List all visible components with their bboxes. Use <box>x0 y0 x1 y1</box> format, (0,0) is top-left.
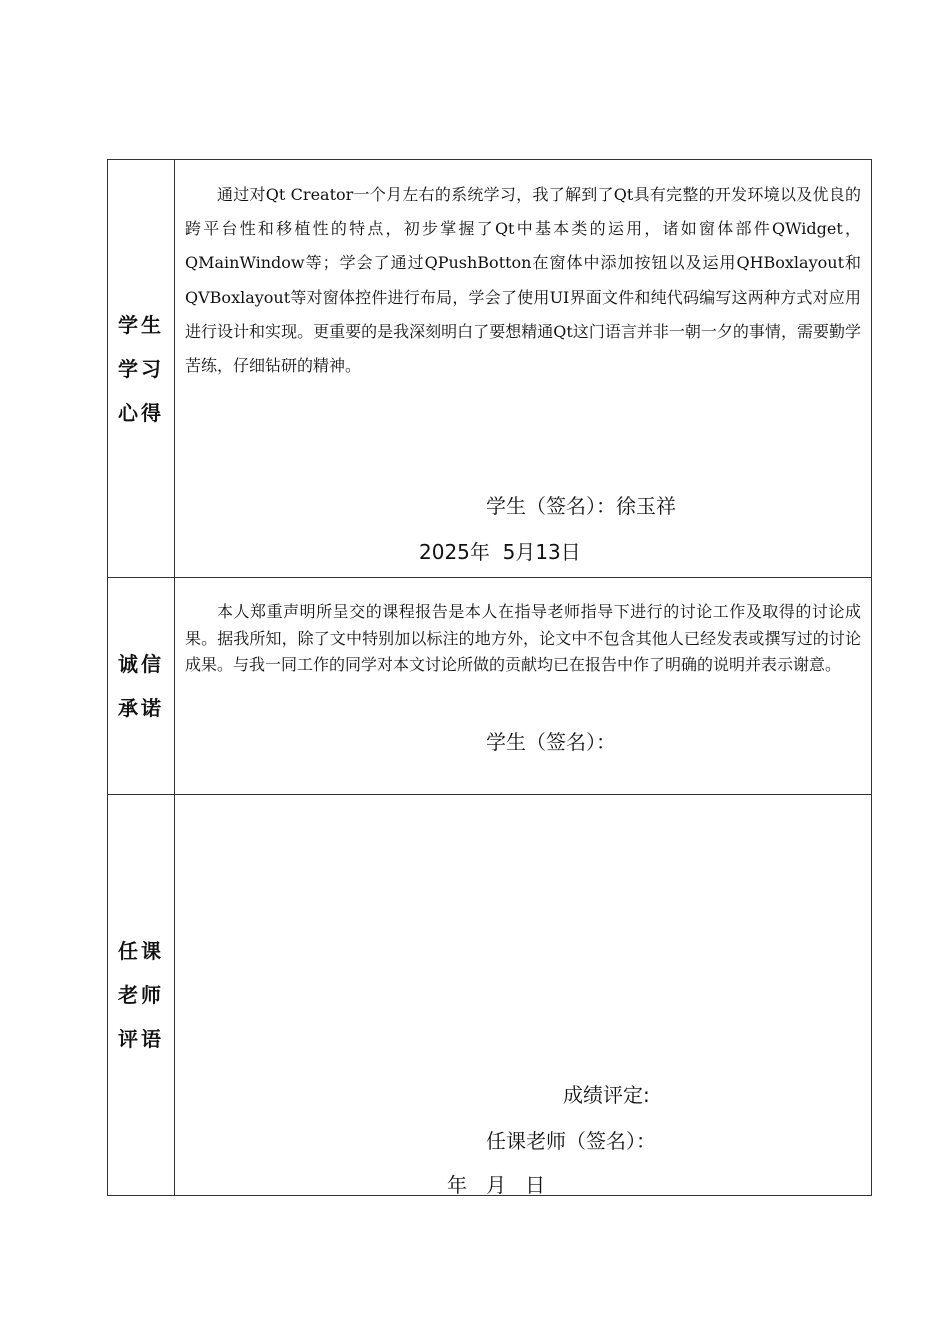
integrity-pledge-text: 本人郑重声明所呈交的课程报告是本人在指导老师指导下进行的讨论工作及取得的讨论成果。据我所知，除了文中特别加以标注的地方外，论文中不包含其他人已经发表或撰写过的讨论成果。与我一同工作的同学对本文讨论所做的贡献均已在报告中作了明确的说明并表示谢意。 <box>185 602 861 674</box>
teacher-comment-label: 任课老师评语 <box>118 939 164 1051</box>
teacher-signature: 任课老师（签名）： <box>486 1129 656 1153</box>
study-reflection-text: 通过对Qt Creator一个月左右的系统学习，我了解到了Qt具有完整的开发环境以及优良的跨平台性和移植性的特点，初步掌握了Qt中基本类的运用，诸如窗体部件QWidget，QMainWindow等；学会了通过QPushBotton在窗体中添加按钮以及运用QHBoxlayout和QVBoxlayout等对窗体控件进行布局，学会了使用UI界面文件和纯代码编写这两种方式对应用进行设计和实现。更重要的是我深刻明白了要想精通Qt这门语言并非一朝一夕的事情，需要勤学苦练，仔细钻研的精神。 <box>185 185 861 376</box>
integrity-pledge-content <box>175 578 871 794</box>
study-reflection-label-cell <box>108 160 175 577</box>
student-signature: 学生（签名）：徐玉祥 <box>486 494 676 518</box>
study-reflection-row <box>108 160 871 577</box>
integrity-pledge-row <box>108 577 871 794</box>
study-reflection-label: 学生学习心得 <box>118 312 164 425</box>
report-form-table <box>107 159 872 1196</box>
study-reflection-content <box>175 160 871 577</box>
teacher-comment-label-cell <box>108 795 175 1195</box>
integrity-pledge-label: 诚信承诺 <box>118 652 164 720</box>
teacher-comment-content <box>175 795 871 1195</box>
teacher-comment-row <box>108 794 871 1195</box>
pledge-student-signature: 学生（签名）： <box>486 730 616 754</box>
reflection-date: 2025年 5月13日 <box>419 540 581 564</box>
integrity-pledge-label-cell <box>108 578 175 794</box>
comment-date: 年 月 日 <box>447 1173 546 1197</box>
grade-label: 成绩评定: <box>563 1083 650 1107</box>
